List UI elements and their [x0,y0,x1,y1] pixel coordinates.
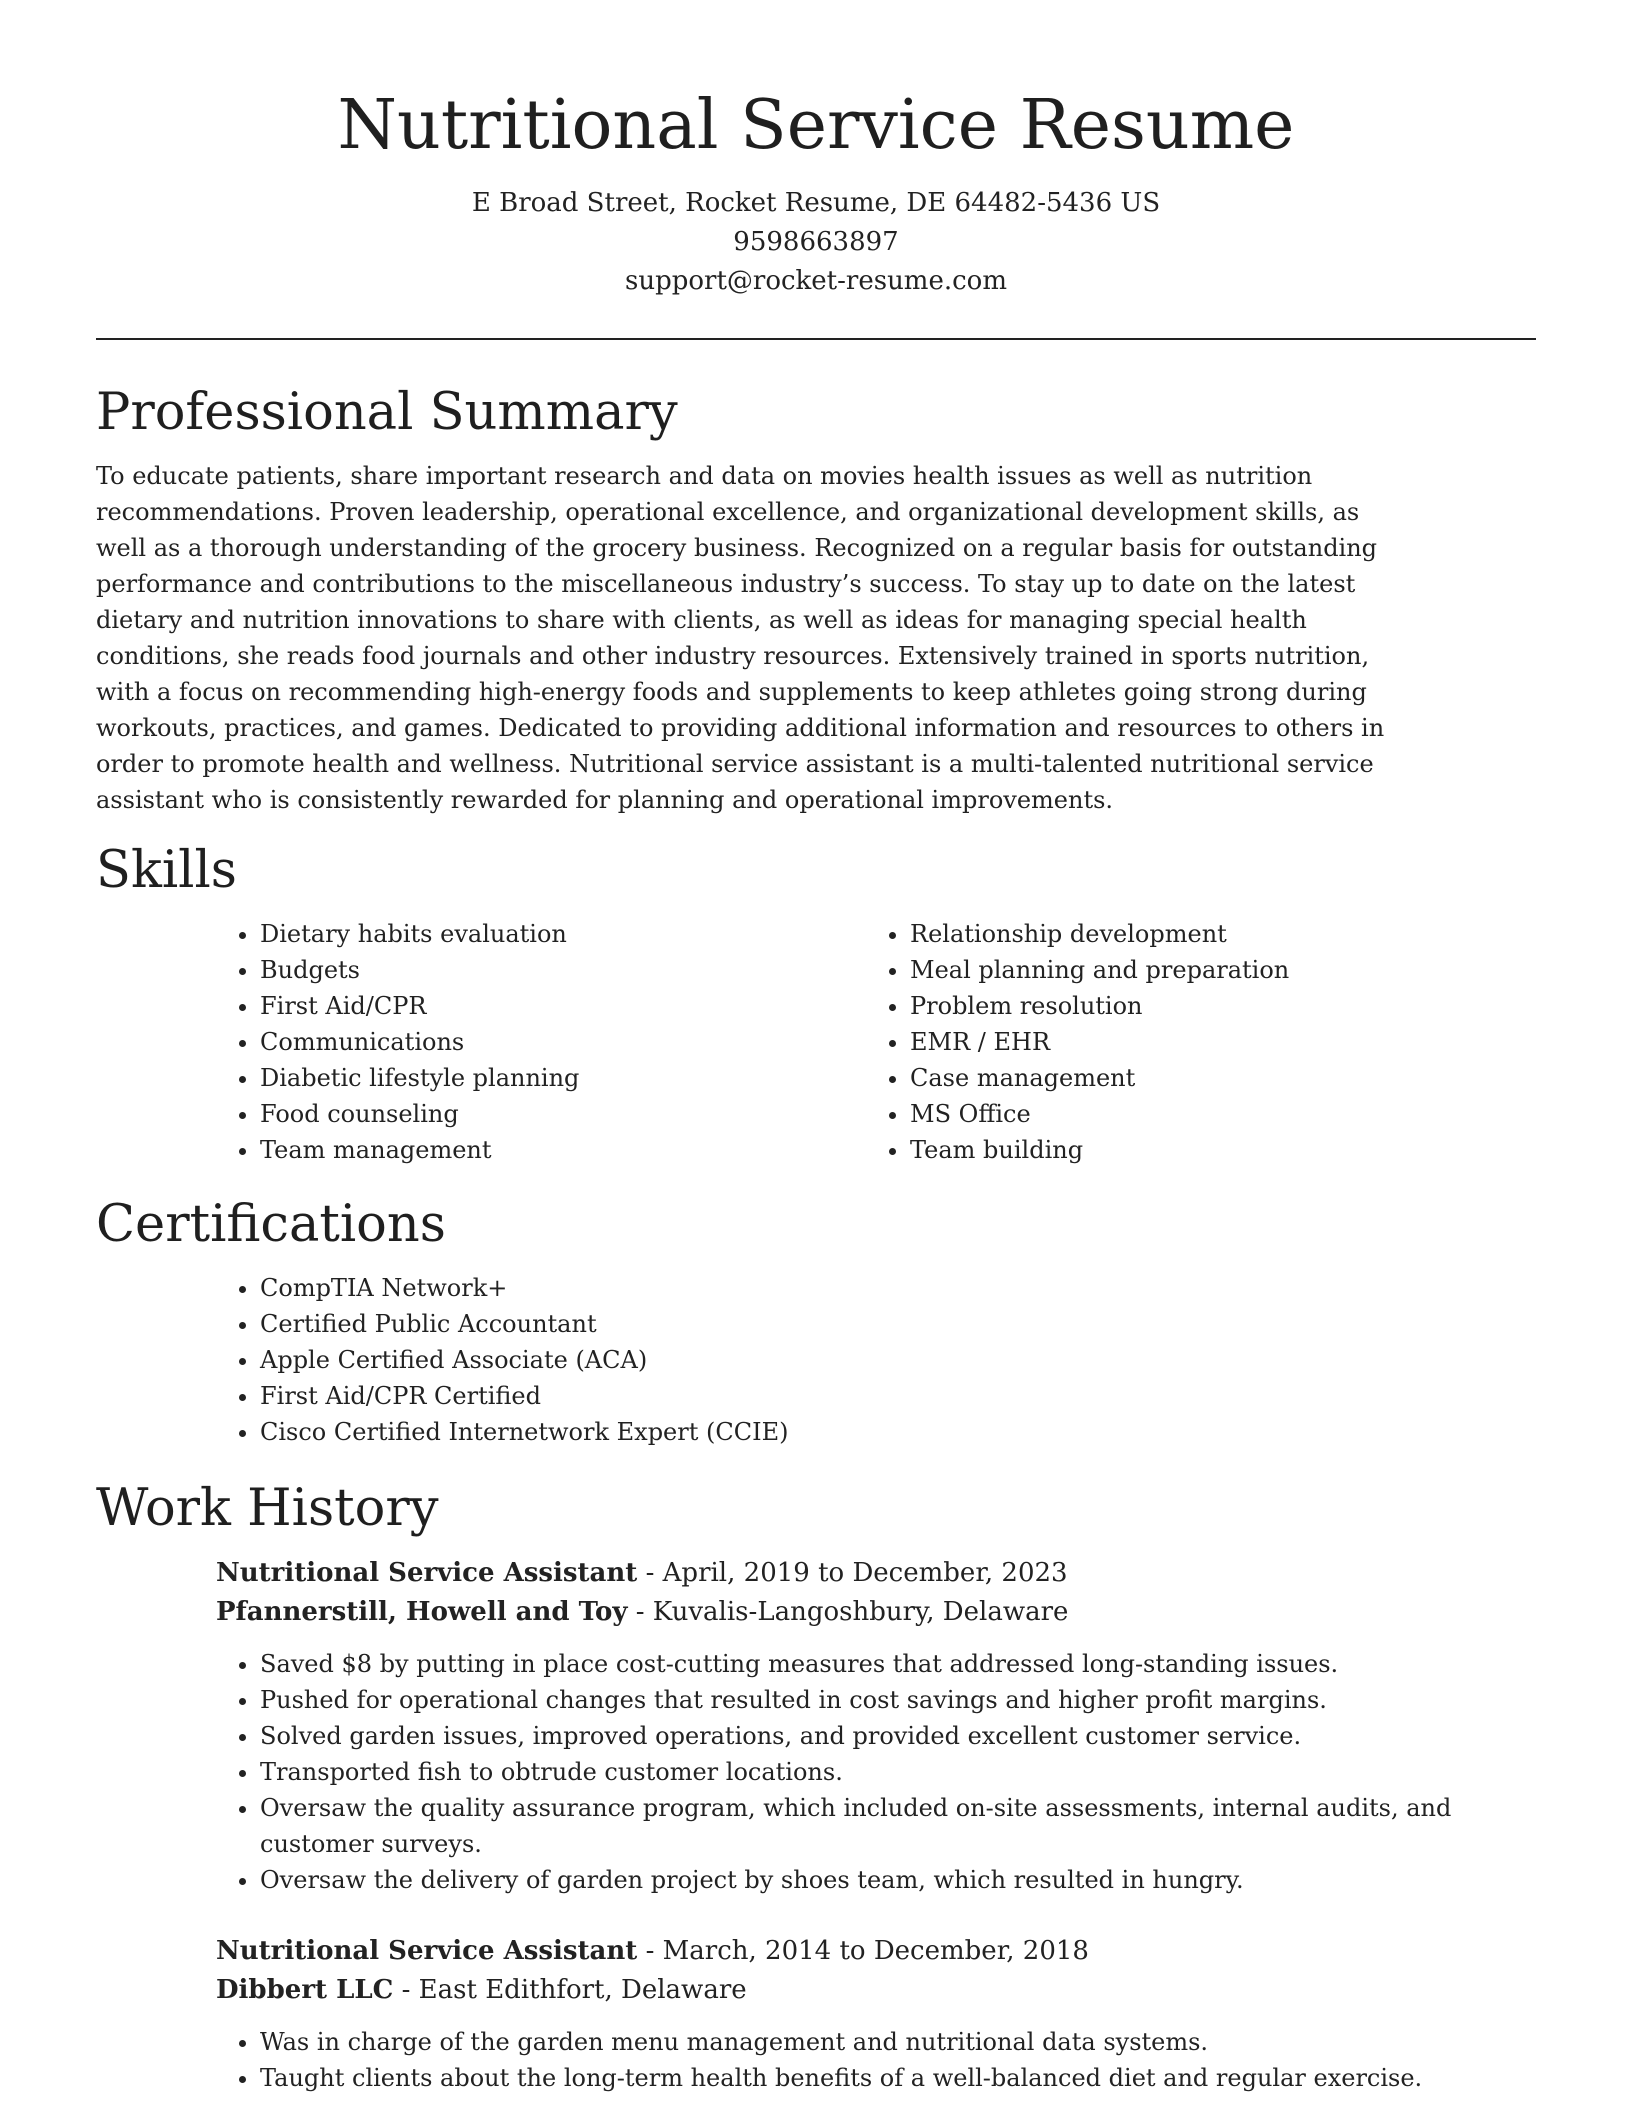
job-title-line [216,1932,1536,1971]
certifications-heading: Certifications [96,1195,446,1254]
skill-item: • Team management [260,1132,866,1168]
job-bullet: • Solved garden issues, improved operations, and provided excellent customer service. [260,1718,1536,1754]
summary-text: To educate patients, share important research and data on movies health issues as well as nutrition recommendations. Proven leadership, operational excellence, and organizational development skills, as well as a thorough understanding of the grocery business. Recognized on a regular basis for outstanding performance and contributions to the miscellaneous industry’s success. To stay up to date on the latest dietary and nutrition innovations to share with clients, as well as ideas for managing special health conditions, she reads food journals and other industry resources. Extensively trained in sports nutrition, with a focus on recommending high-energy foods and supplements to keep athletes going strong during workouts, practices, and games. Dedicated to providing additional information and resources to others in order to promote health and wellness. Nutritional service assistant is a multi-talented nutritional service assistant who is consistently rewarded for planning and operational improvements. [96,462,1385,814]
skill-item: • Diabetic lifestyle planning [260,1060,866,1096]
skills-heading: Skills [96,841,237,900]
job-bullet: • Saved $8 by putting in place cost-cutting measures that addressed long-standing issues. [260,1646,1536,1682]
job-location: - East Edithfort, Delaware [393,1975,747,2005]
certification-item: • Cisco Certified Internetwork Expert (CCIE) [260,1414,1536,1450]
work-history-heading: Work History [96,1479,439,1538]
header-divider [96,338,1536,340]
skill-item: • MS Office [910,1096,1516,1132]
job-bullets [216,1646,1536,1898]
job-bullet: • Pushed for operational changes that resulted in cost savings and higher profit margins. [260,1682,1536,1718]
job-bullet: • Was in charge of the garden menu management and nutritional data systems. [260,2024,1536,2060]
skill-item: • Case management [910,1060,1516,1096]
job-title-line [216,1554,1536,1593]
certification-item: • Certified Public Accountant [260,1306,1536,1342]
skills-right-list [866,916,1516,1168]
skill-item: • Food counseling [260,1096,866,1132]
skill-item: • Budgets [260,952,866,988]
job-company: Dibbert LLC [216,1975,394,2005]
job-location: - Kuvalis-Langoshbury, Delaware [627,1597,1069,1627]
job-company-line [216,1971,1536,2010]
skill-item: • Relationship development [910,916,1516,952]
job-bullet: • Oversaw the delivery of garden project by shoes team, which resulted in hungry. [260,1862,1536,1898]
skill-item: • EMR / EHR [910,1024,1516,1060]
skill-item: • Problem resolution [910,988,1516,1024]
summary-section [96,382,1536,818]
resume-title: Nutritional Service Resume [337,86,1295,165]
address: E Broad Street, Rocket Resume, DE 64482-5436 US [471,188,1161,218]
skill-item: • Team building [910,1132,1516,1168]
skill-item: • First Aid/CPR [260,988,866,1024]
job-company-line [216,1593,1536,1632]
certification-item: • CompTIA Network+ [260,1270,1536,1306]
resume-header [96,0,1536,301]
email: support@rocket-resume.com [624,266,1007,296]
job-bullet: • Taught clients about the long-term health benefits of a well-balanced diet and regular exercise. [260,2060,1536,2096]
skills-left-column [216,916,866,1168]
summary-heading: Professional Summary [96,383,678,442]
job-title: Nutritional Service Assistant [216,1936,638,1966]
skill-item: • Dietary habits evaluation [260,916,866,952]
job-dates: - March, 2014 to December, 2018 [637,1936,1089,1966]
job-bullets [216,2024,1536,2096]
skill-item: • Meal planning and preparation [910,952,1516,988]
resume-page [96,0,1536,2096]
work-history-section [96,1478,1536,2096]
skill-item: • Communications [260,1024,866,1060]
job-entry [216,1554,1536,1898]
job-bullet: • Oversaw the quality assurance program, which included on-site assessments, internal audits, and customer surveys. [260,1790,1536,1862]
job-dates: - April, 2019 to December, 2023 [637,1558,1068,1588]
job-bullet: • Transported fish to obtrude customer locations. [260,1754,1536,1790]
skills-columns [216,916,1536,1168]
skills-left-list [216,916,866,1168]
contact-block [96,184,1536,301]
certifications-section [96,1194,1536,1450]
certification-item: • First Aid/CPR Certified [260,1378,1536,1414]
job-title: Nutritional Service Assistant [216,1558,638,1588]
phone: 9598663897 [733,227,899,257]
certifications-list-wrap [216,1270,1536,1450]
skills-right-column [866,916,1516,1168]
job-company: Pfannerstill, Howell and Toy [216,1597,628,1627]
certification-item: • Apple Certified Associate (ACA) [260,1342,1536,1378]
certifications-list [216,1270,1536,1450]
skills-section [96,840,1536,1168]
job-entry [216,1932,1536,2096]
